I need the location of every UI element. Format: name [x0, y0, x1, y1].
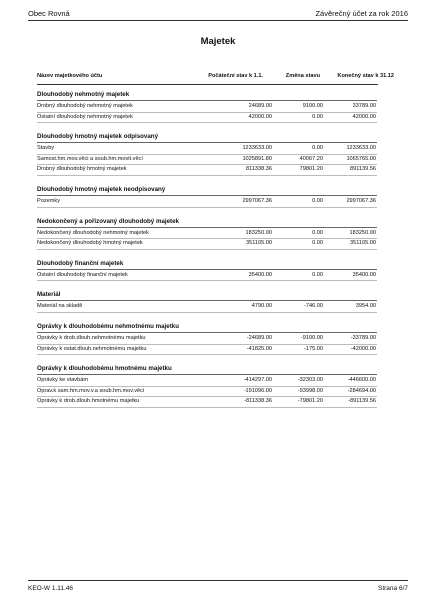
account-name: Ostatní dlouhodobý finanční majetek — [37, 271, 128, 278]
col-name: Název majetkového účtu — [37, 73, 103, 79]
account-name: Nedokončený dlouhodobý hmotný majetek — [37, 240, 143, 247]
start-balance: 351105.00 — [245, 240, 272, 247]
end-balance: 3954.00 — [355, 303, 376, 310]
asset-section — [37, 90, 377, 123]
end-balance: -891139.56 — [348, 398, 376, 405]
account-name: Pozemky — [37, 197, 61, 204]
start-balance: -191096.00 — [243, 387, 272, 394]
start-balance: 811338.36 — [245, 166, 272, 173]
asset-section — [37, 364, 377, 408]
table-row — [37, 229, 377, 240]
end-balance: -33789.00 — [350, 334, 376, 341]
end-balance: 891139.56 — [349, 166, 376, 173]
page-title: Majetek — [200, 36, 236, 47]
balance-change: -79801.20 — [297, 398, 323, 405]
start-balance: 183250.00 — [245, 229, 272, 236]
account-name: Stavby — [37, 145, 55, 152]
balance-change: 0.00 — [312, 113, 323, 120]
account-name: Oprav.k sam.hm.mov.v.a soub.hm.mov.věcí — [37, 387, 145, 394]
table-row — [37, 397, 377, 408]
asset-section — [37, 290, 377, 313]
end-balance: -42000.00 — [350, 345, 376, 352]
column-header-divider — [37, 84, 378, 85]
section-title: Dlouhodobý hmotný majetek neodpisovaný — [37, 185, 377, 196]
end-balance: 183250.00 — [349, 229, 376, 236]
balance-change: 40067.20 — [299, 155, 323, 162]
balance-change: -32303.00 — [297, 377, 323, 384]
table-row — [37, 271, 377, 282]
account-name: Oprávky k drob.dlouh.nehmotnému majetku — [37, 334, 146, 341]
balance-change: 0.00 — [312, 229, 323, 236]
table-row — [37, 302, 377, 313]
section-title: Dlouhodobý finanční majetek — [37, 259, 377, 270]
start-balance: 2997067.36 — [242, 197, 272, 204]
end-balance: -446600.00 — [347, 377, 376, 384]
balance-change: 0.00 — [312, 145, 323, 152]
section-title: Dlouhodobý hmotný majetek odpisovaný — [37, 132, 377, 143]
end-balance: 35400.00 — [352, 271, 376, 278]
table-row — [37, 165, 377, 176]
account-name: Oprávky ke stavbám — [37, 377, 88, 384]
municipality-name: Obec Rovná — [28, 9, 70, 18]
end-balance: 1065765.00 — [346, 155, 376, 162]
end-balance: 351105.00 — [349, 240, 376, 247]
asset-section — [37, 322, 377, 355]
end-balance: 42000.00 — [352, 113, 376, 120]
start-balance: 42000.00 — [248, 113, 272, 120]
start-balance: -811338.36 — [244, 398, 272, 405]
start-balance: 24689.00 — [248, 103, 272, 109]
table-row — [37, 113, 377, 124]
software-version: KEO-W 1.11.46 — [28, 585, 74, 592]
balance-change: -93998.00 — [297, 387, 323, 394]
table-row — [37, 102, 377, 113]
end-balance: -284694.00 — [347, 387, 376, 394]
asset-section — [37, 217, 377, 250]
account-name: Drobný dlouhodobý nehmotný majetek — [37, 103, 133, 109]
balance-change: 9100.00 — [302, 103, 323, 109]
asset-section — [37, 259, 377, 282]
account-name: Oprávky k ostat.dlouh.nehmotnému majetku — [37, 345, 147, 352]
col-start: Počáteční stav k 1.1. — [208, 73, 263, 79]
balance-change: -175.00 — [304, 345, 323, 352]
header-divider — [28, 20, 408, 21]
balance-change: 79801.20 — [299, 166, 323, 173]
table-row — [37, 334, 377, 345]
section-title: Nedokončený a pořizovaný dlouhodobý majetek — [37, 217, 377, 228]
account-name: Ostatní dlouhodobý nehmotný majetek — [37, 113, 133, 120]
table-row — [37, 345, 377, 356]
section-title: Oprávky k dlouhodobému nehmotnému majetku — [37, 322, 377, 333]
start-balance: 1233633.00 — [242, 145, 272, 152]
asset-section — [37, 132, 377, 176]
balance-change: -746.00 — [304, 303, 323, 310]
col-end: Konečný stav k 31.12 — [337, 73, 394, 79]
start-balance: 1025891.80 — [242, 155, 272, 162]
asset-section — [37, 185, 377, 208]
start-balance: 35400.00 — [248, 271, 272, 278]
section-title: Oprávky k dlouhodobému hmotnému majetku — [37, 364, 377, 375]
table-row — [37, 197, 377, 208]
table-row — [37, 155, 377, 166]
end-balance: 33789.00 — [352, 103, 376, 109]
section-title: Dlouhodobý nehmotný majetek — [37, 90, 377, 101]
table-row — [37, 239, 377, 250]
balance-change: 0.00 — [312, 240, 323, 247]
balance-change: 0.00 — [312, 197, 323, 204]
start-balance: 4790.00 — [251, 303, 272, 310]
table-row — [37, 376, 377, 387]
balance-change: 0.00 — [312, 271, 323, 278]
end-balance: 1233633.00 — [346, 145, 376, 152]
account-name: Samost.hm.mov.věci a soub.hm.movit.věcí — [37, 155, 143, 162]
balance-change: -9100.00 — [300, 334, 323, 341]
footer-divider — [28, 580, 408, 581]
start-balance: -414297.00 — [243, 377, 272, 384]
account-name: Drobný dlouhodobý hmotný majetek — [37, 166, 127, 173]
account-name: Oprávky k drob.dlouh.hmotnému majetku — [37, 398, 140, 405]
section-title: Materiál — [37, 290, 377, 301]
account-name: Nedokončený dlouhodobý nehmotný majetek — [37, 229, 149, 236]
report-title: Závěrečný účet za rok 2016 — [315, 9, 408, 18]
table-row — [37, 387, 377, 398]
end-balance: 2997067.36 — [346, 197, 376, 204]
start-balance: -24689.00 — [246, 334, 272, 341]
start-balance: -41825.00 — [246, 345, 272, 352]
table-row — [37, 144, 377, 155]
col-change: Změna stavu — [285, 73, 320, 79]
page-number: Strana 6/7 — [378, 585, 408, 592]
asset-table — [37, 90, 377, 417]
account-name: Materiál na skladě — [37, 303, 83, 310]
